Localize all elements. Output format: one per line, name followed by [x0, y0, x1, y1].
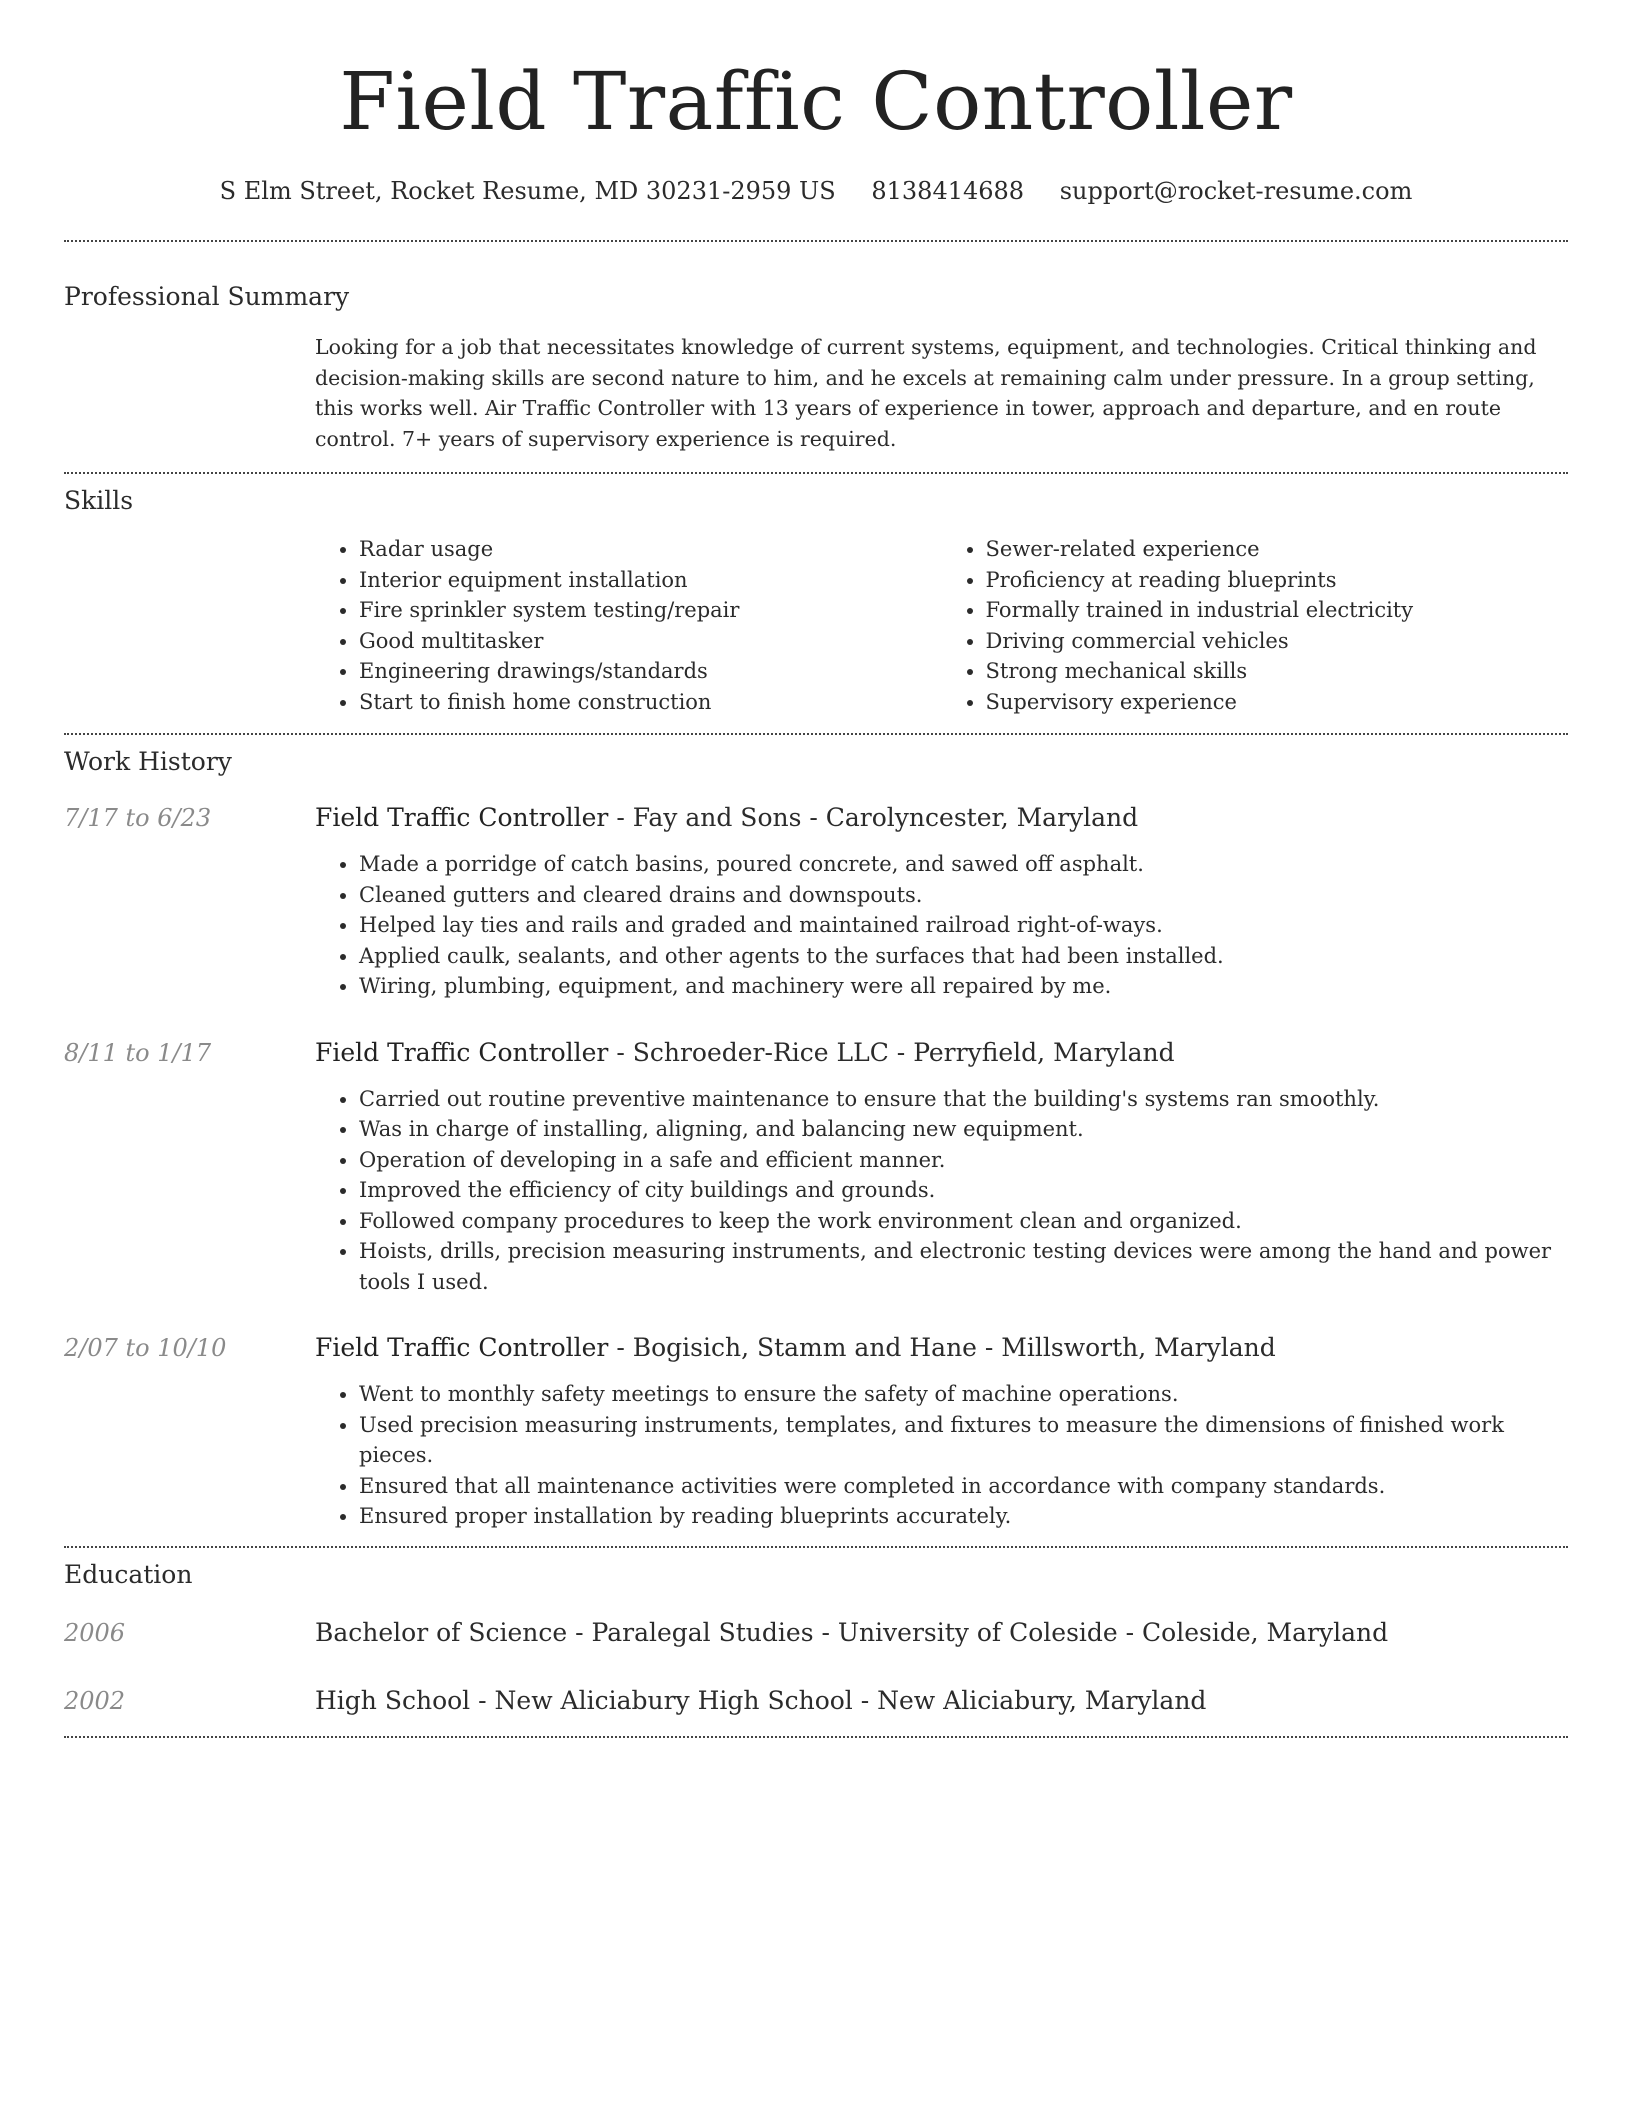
skill-item: • Driving commercial vehicles: [986, 626, 1569, 657]
divider-education: [64, 1736, 1568, 1738]
job-title: Field Traffic Controller: [315, 1037, 609, 1067]
skill-item: • Start to finish home construction: [359, 687, 942, 718]
job-bullet: • Wiring, plumbing, equipment, and machinery were all repaired by me.: [359, 971, 1568, 1002]
job-heading: [315, 801, 1568, 835]
education-school: - University of Coleside - Coleside, Maryland: [813, 1617, 1389, 1647]
job-bullet: • Cleaned gutters and cleared drains and downspouts.: [359, 880, 1568, 911]
education-school: - New Aliciabury High School - New Aliciabury, Maryland: [470, 1685, 1207, 1715]
job-bullets: [315, 849, 1568, 1002]
job-title: Field Traffic Controller: [315, 1333, 609, 1362]
education-degree: Bachelor of Science - Paralegal Studies: [315, 1617, 814, 1647]
job-bullet: • Ensured proper installation by reading blueprints accurately.: [359, 1501, 1568, 1532]
job-title: Field Traffic Controller: [315, 803, 609, 832]
job-heading: [315, 1331, 1568, 1365]
job-bullet: • Ensured that all maintenance activities were completed in accordance with company standards.: [359, 1471, 1568, 1502]
section-education: [64, 1548, 1568, 1736]
job-bullet: • Improved the efficiency of city buildings and grounds.: [359, 1175, 1568, 1206]
education-year: 2006: [64, 1618, 126, 1647]
job-heading: [315, 1036, 1568, 1070]
skill-item: • Supervisory experience: [986, 687, 1569, 718]
education-heading: [315, 1616, 1568, 1650]
section-title-skills: Skills: [64, 486, 134, 515]
job-bullet: • Operation of developing in a safe and efficient manner.: [359, 1145, 1568, 1176]
skill-item: • Engineering drawings/standards: [359, 656, 942, 687]
job-bullets: [315, 1084, 1568, 1298]
job-employer: - Fay and Sons - Carolyncester, Maryland: [608, 803, 1139, 832]
job-entry: [64, 801, 1568, 1002]
section-title-education: Education: [64, 1559, 193, 1589]
skill-item: • Strong mechanical skills: [986, 656, 1569, 687]
job-bullet: • Was in charge of installing, aligning, and balancing new equipment.: [359, 1114, 1568, 1145]
job-bullet: • Hoists, drills, precision measuring instruments, and electronic testing devices were among the hand and power tools I used.: [359, 1236, 1568, 1297]
education-entry: [64, 1616, 1568, 1650]
skill-item: • Radar usage: [359, 534, 942, 565]
section-skills: [64, 474, 1568, 733]
contact-line: [64, 174, 1568, 208]
job-bullet: • Applied caulk, sealants, and other agents to the surfaces that had been installed.: [359, 941, 1568, 972]
skill-item: • Fire sprinkler system testing/repair: [359, 595, 942, 626]
skill-item: • Interior equipment installation: [359, 565, 942, 596]
skills-list-left: [315, 534, 942, 717]
summary-text: Looking for a job that necessitates knowledge of current systems, equipment, and technologies. Critical thinking and decision-making skills are second nature to him, and he excels at remaining calm under pressure. In a group setting, this works well. Air Traffic Controller with 13 years of experience in tower, approach and departure, and en route control. 7+ years of supervisory experience is required.: [315, 335, 1537, 451]
job-dates: 8/11 to 1/17: [64, 1038, 212, 1067]
section-summary: [64, 242, 1568, 472]
job-bullet: • Helped lay ties and rails and graded and maintained railroad right-of-ways.: [359, 910, 1568, 941]
skill-item: • Formally trained in industrial electricity: [986, 595, 1569, 626]
job-employer: - Bogisich, Stamm and Hane - Millsworth, Maryland: [608, 1333, 1276, 1362]
contact-address: S Elm Street, Rocket Resume, MD 30231-2959 US: [219, 177, 836, 205]
education-degree: High School: [315, 1685, 471, 1715]
skill-item: • Sewer-related experience: [986, 534, 1569, 565]
education-entry: [64, 1684, 1568, 1718]
job-entry: [64, 1036, 1568, 1298]
education-heading: [315, 1684, 1568, 1718]
job-bullet: • Followed company procedures to keep the work environment clean and organized.: [359, 1206, 1568, 1237]
job-bullet: • Carried out routine preventive maintenance to ensure that the building's systems ran smoothly.: [359, 1084, 1568, 1115]
skill-item: • Good multitasker: [359, 626, 942, 657]
job-employer: - Schroeder-Rice LLC - Perryfield, Maryland: [608, 1037, 1175, 1067]
skill-item: • Proficiency at reading blueprints: [986, 565, 1569, 596]
job-bullet: • Used precision measuring instruments, templates, and fixtures to measure the dimensions of finished work pieces.: [359, 1410, 1568, 1471]
job-dates: 7/17 to 6/23: [64, 804, 212, 832]
contact-phone: 8138414688: [871, 177, 1025, 205]
skills-list-right: [942, 534, 1569, 717]
job-dates: 2/07 to 10/10: [64, 1334, 227, 1362]
section-title-summary: Professional Summary: [64, 282, 350, 311]
contact-email: support@rocket-resume.com: [1059, 177, 1413, 205]
job-bullet: • Went to monthly safety meetings to ensure the safety of machine operations.: [359, 1379, 1568, 1410]
education-year: 2002: [64, 1686, 126, 1715]
job-entry: [64, 1331, 1568, 1532]
section-work-history: [64, 735, 1568, 1546]
skills-grid: [315, 534, 1568, 717]
job-bullets: [315, 1379, 1568, 1532]
job-bullet: • Made a porridge of catch basins, poured concrete, and sawed off asphalt.: [359, 849, 1568, 880]
candidate-name: Field Traffic Controller: [339, 55, 1293, 148]
section-title-work: Work History: [64, 747, 232, 776]
